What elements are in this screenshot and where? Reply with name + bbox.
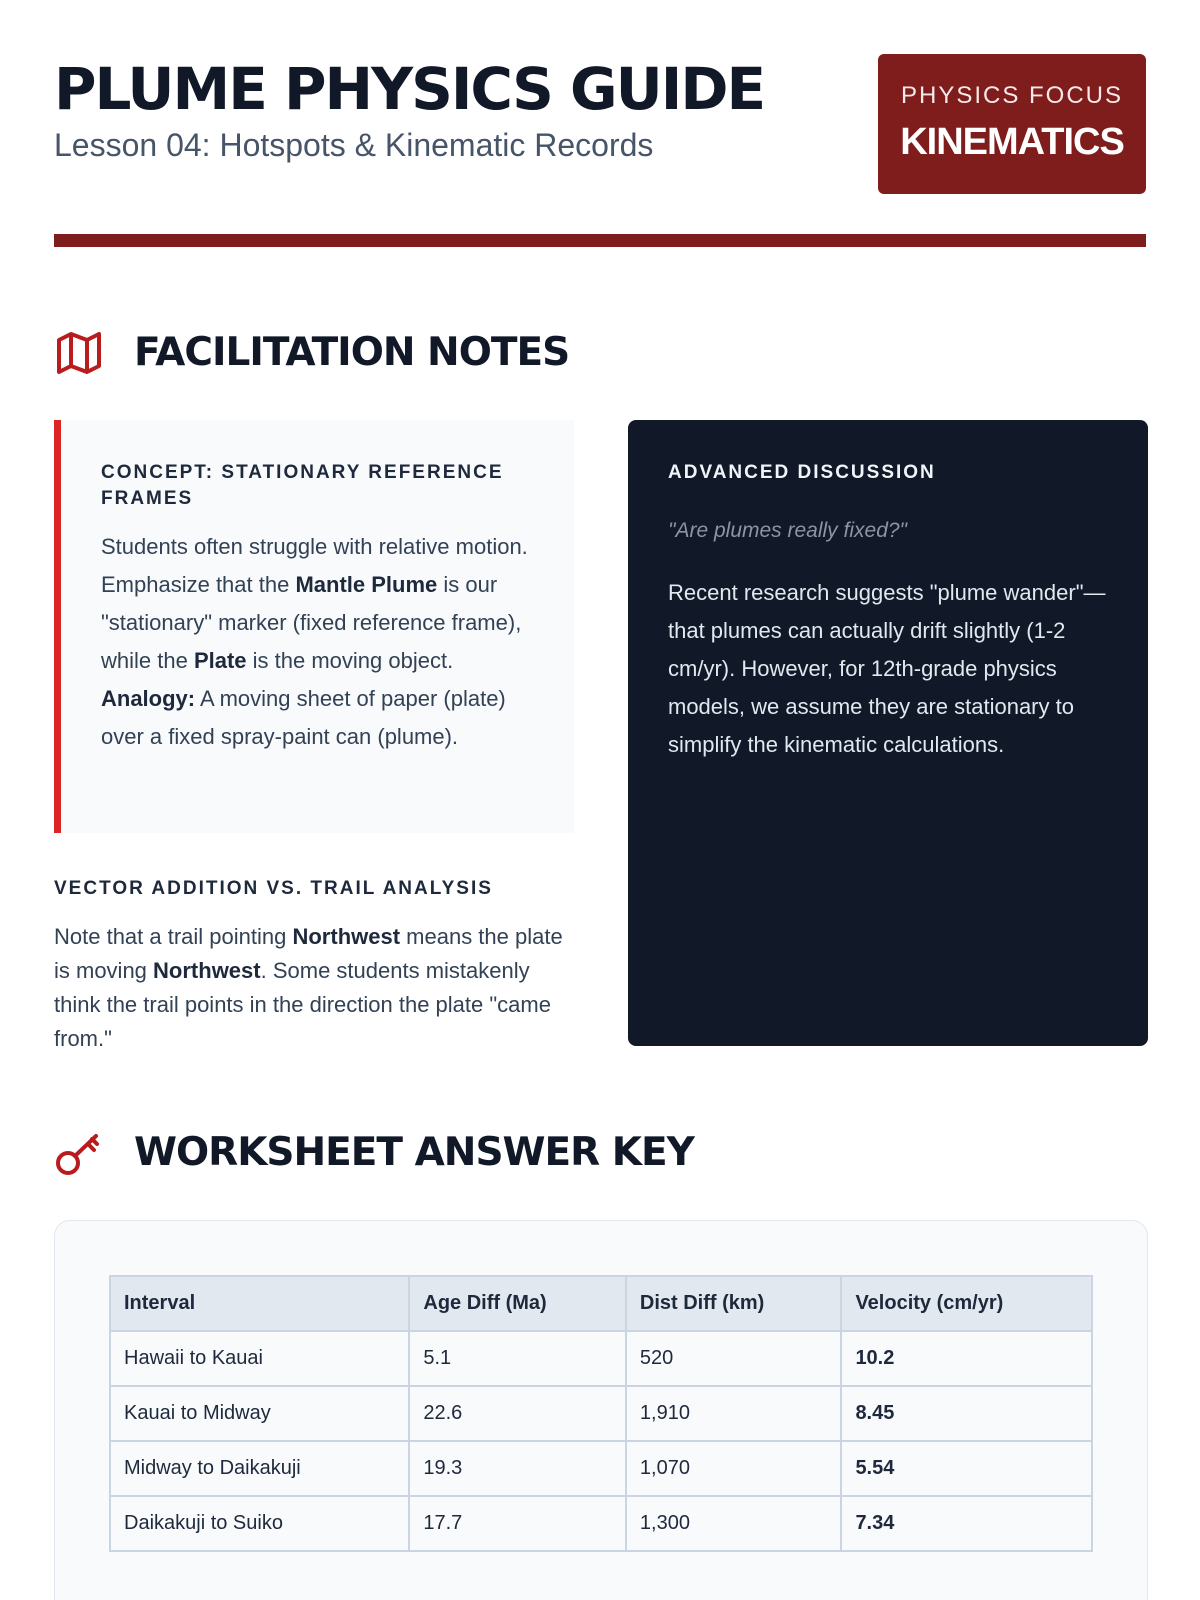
interval-cell: Midway to Daikakuji xyxy=(110,1441,409,1496)
column-header: Velocity (cm/yr) xyxy=(841,1276,1092,1331)
table-row xyxy=(110,1496,1092,1551)
advanced-quote: "Are plumes really fixed?" xyxy=(668,519,908,542)
vector-body: Note that a trail pointing Northwest means the plate is moving Northwest. Some students mistakenly think the trail points in the direction the plate "came from." xyxy=(54,924,563,1051)
facilitation-notes-heading xyxy=(54,328,754,378)
interval-cell: Kauai to Midway xyxy=(110,1386,409,1441)
key-icon xyxy=(54,1128,104,1178)
table-row xyxy=(110,1386,1092,1441)
column-header: Dist Diff (km) xyxy=(626,1276,842,1331)
focus-value: KINEMATICS xyxy=(900,121,1124,163)
concept-body: Students often struggle with relative motion. Emphasize that the Mantle Plume is our "stationary" marker (fixed reference frame), while the Plate is the moving object. Analogy: A moving sheet of paper (plate) over a fixed spray-paint can (plume). xyxy=(101,534,528,749)
age-diff-cell: 19.3 xyxy=(409,1441,626,1496)
velocity-cell: 5.54 xyxy=(841,1441,1092,1496)
interval-cell: Hawaii to Kauai xyxy=(110,1331,409,1386)
table-row xyxy=(110,1441,1092,1496)
map-icon xyxy=(54,328,104,378)
answer-key-card xyxy=(54,1220,1148,1600)
advanced-kicker: ADVANCED DISCUSSION xyxy=(668,462,936,483)
page-title: PLUME PHYSICS GUIDE xyxy=(54,55,765,123)
vector-kicker: VECTOR ADDITION VS. TRAIL ANALYSIS xyxy=(54,878,493,899)
concept-callout xyxy=(54,420,574,833)
table-row xyxy=(110,1331,1092,1386)
age-diff-cell: 22.6 xyxy=(409,1386,626,1441)
dist-diff-cell: 1,070 xyxy=(626,1441,842,1496)
focus-label: PHYSICS FOCUS xyxy=(900,82,1124,109)
column-header: Age Diff (Ma) xyxy=(409,1276,626,1331)
dist-diff-cell: 1,300 xyxy=(626,1496,842,1551)
age-diff-cell: 17.7 xyxy=(409,1496,626,1551)
advanced-discussion-card xyxy=(628,420,1148,1046)
vector-note xyxy=(54,876,574,1056)
age-diff-cell: 5.1 xyxy=(409,1331,626,1386)
physics-focus-badge xyxy=(878,54,1146,194)
advanced-body: Recent research suggests "plume wander"—that plumes can actually drift slightly (1-2 cm/yr). However, for 12th-grade physics models, we assume they are stationary to simplify the kinematic calculations. xyxy=(668,580,1106,757)
velocity-cell: 8.45 xyxy=(841,1386,1092,1441)
section-title: WORKSHEET ANSWER KEY xyxy=(134,1130,694,1175)
concept-kicker: CONCEPT: STATIONARY REFERENCE FRAMES xyxy=(101,462,504,509)
dist-diff-cell: 1,910 xyxy=(626,1386,842,1441)
dist-diff-cell: 520 xyxy=(626,1331,842,1386)
interval-cell: Daikakuji to Suiko xyxy=(110,1496,409,1551)
lesson-subtitle: Lesson 04: Hotspots & Kinematic Records xyxy=(54,127,654,163)
table-header-row xyxy=(110,1276,1092,1331)
answer-key-heading xyxy=(54,1128,854,1178)
column-header: Interval xyxy=(110,1276,409,1331)
page-header xyxy=(54,54,1146,194)
velocity-cell: 10.2 xyxy=(841,1331,1092,1386)
answer-key-table xyxy=(109,1275,1093,1552)
section-title: FACILITATION NOTES xyxy=(134,330,570,375)
header-divider xyxy=(54,234,1146,247)
velocity-cell: 7.34 xyxy=(841,1496,1092,1551)
